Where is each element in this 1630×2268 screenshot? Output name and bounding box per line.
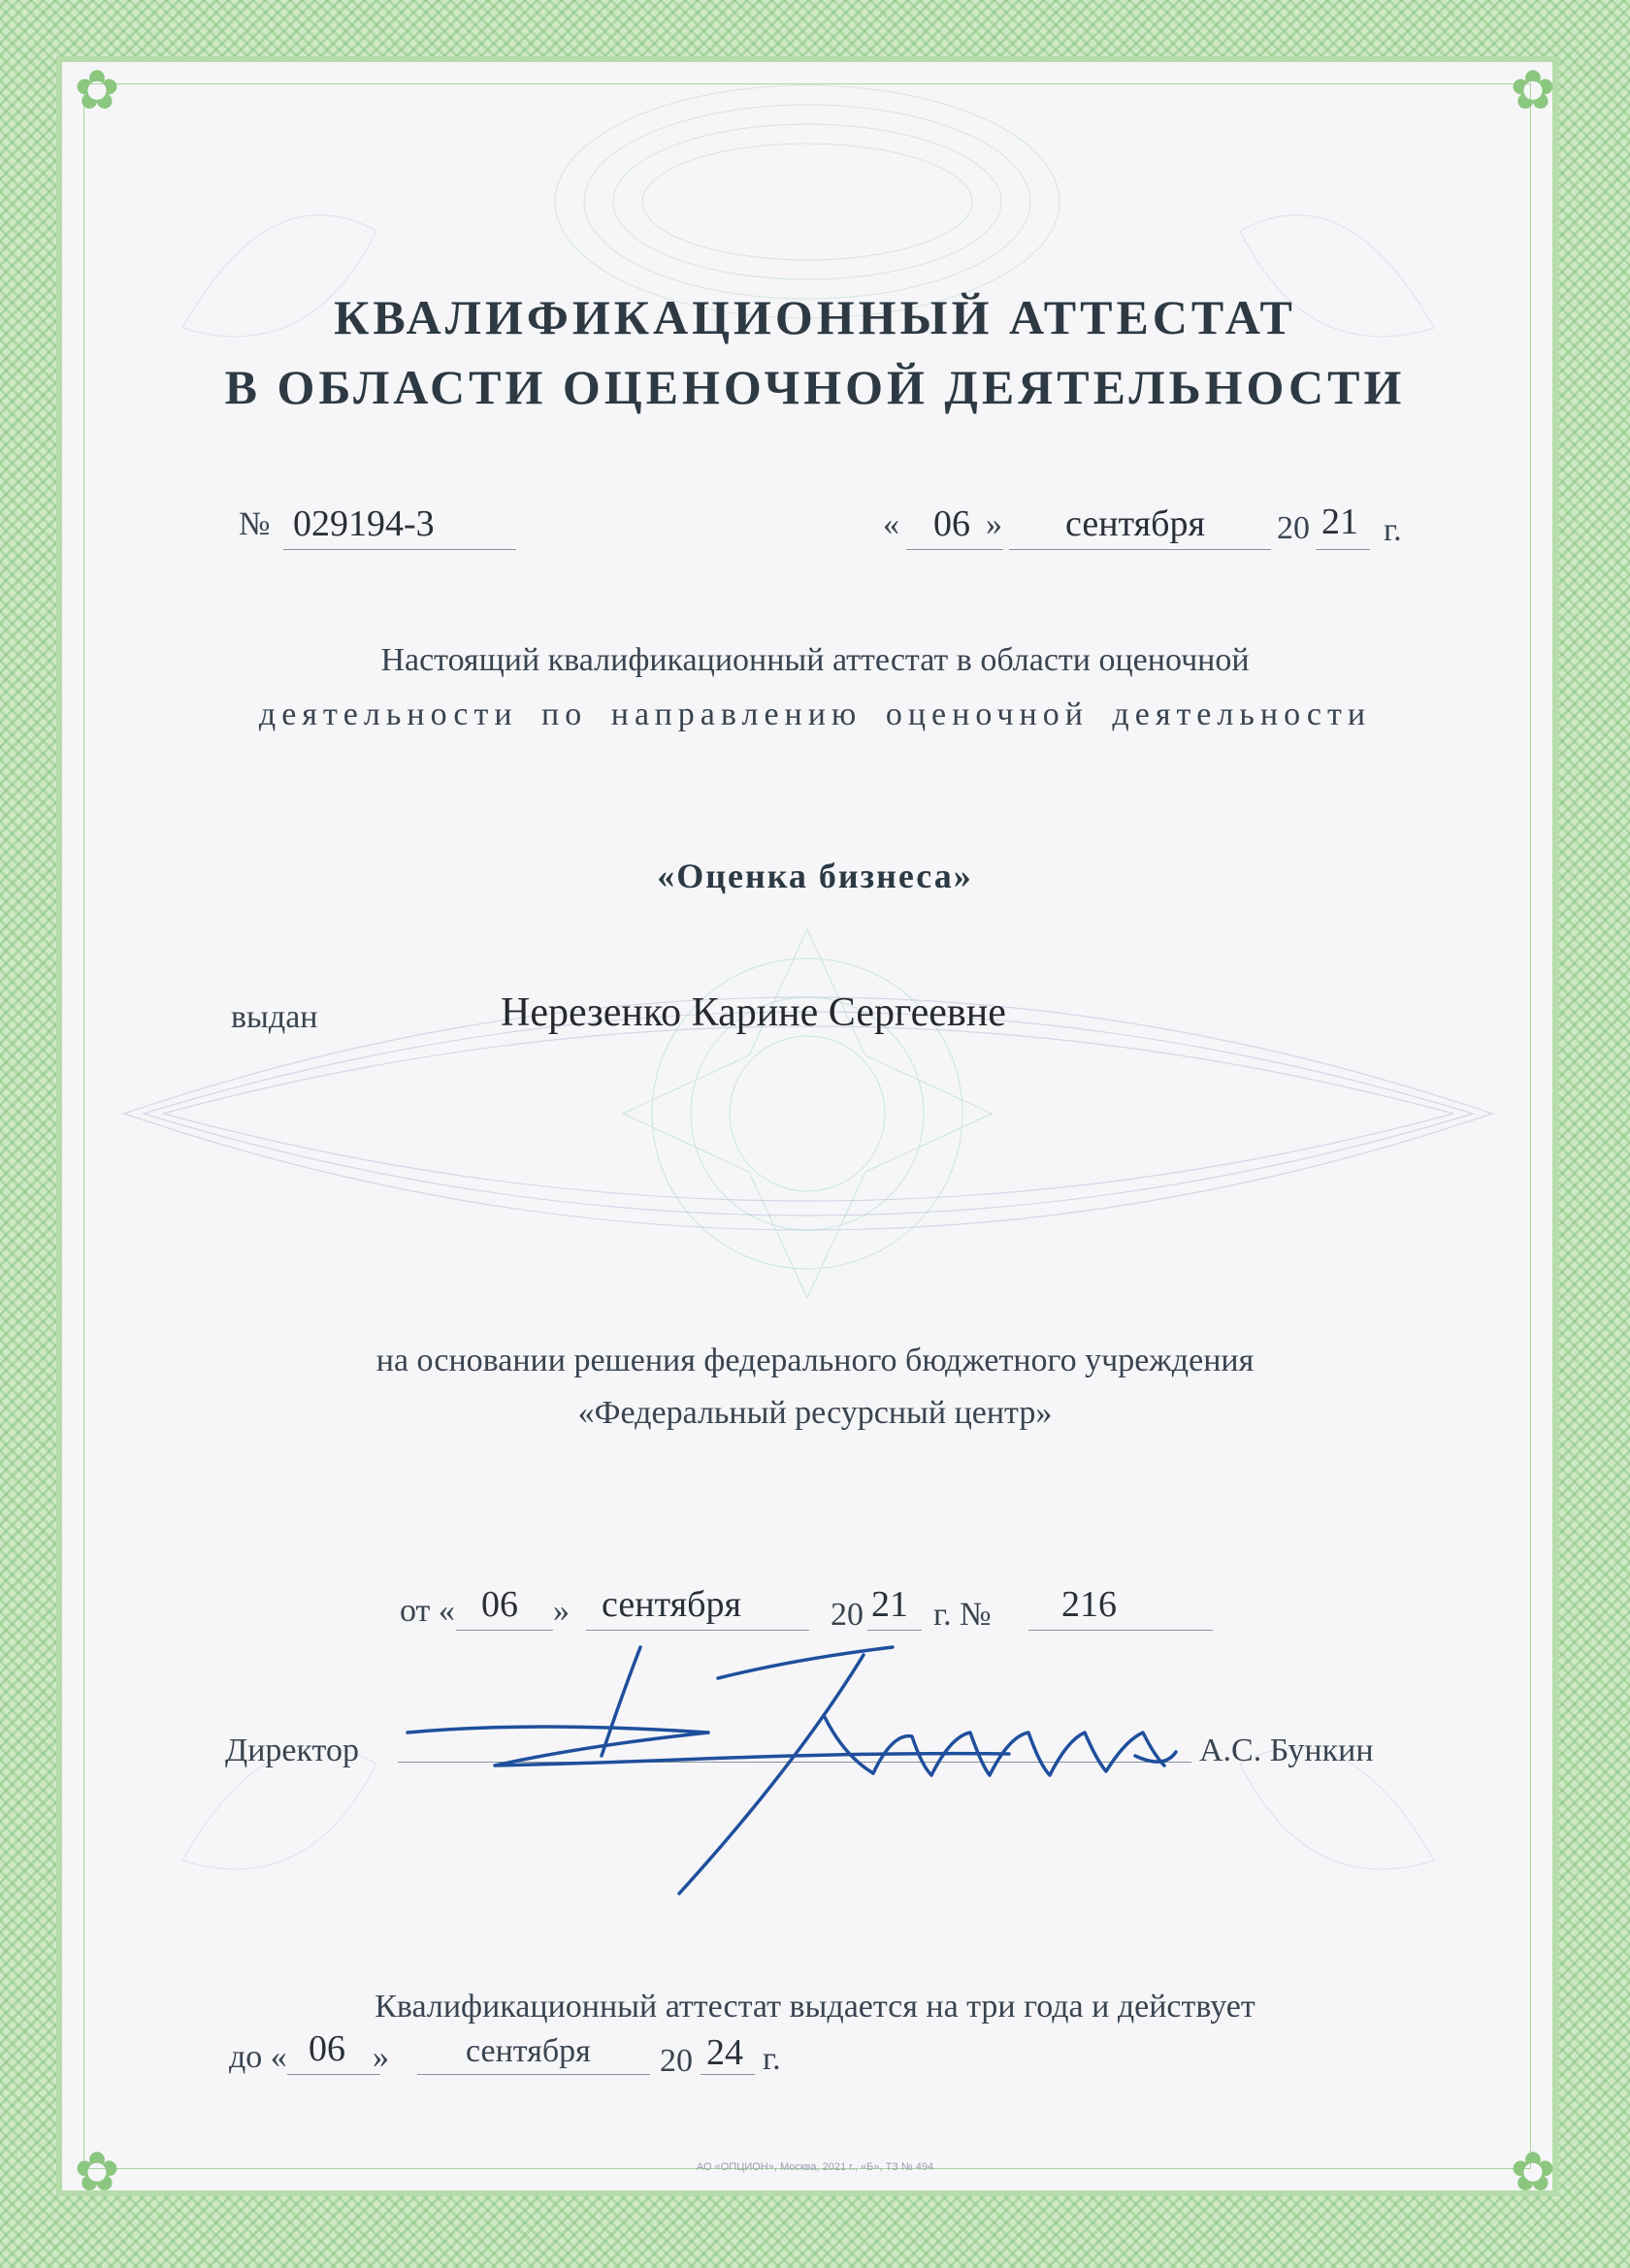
holder-name: Нерезенко Карине Сергеевне: [501, 990, 1006, 1035]
intro-line-1: Настоящий квалификационный аттестат в области оценочной: [380, 642, 1250, 678]
issue-date-year-underline: [1316, 549, 1370, 550]
valid-until-day: 06: [309, 2028, 345, 2069]
printer-imprint: АО «ОПЦИОН», Москва, 2021 г., «Б», ТЗ № 494: [696, 2161, 934, 2173]
issue-date-year-unit: г.: [1384, 512, 1402, 548]
number-underline: [283, 549, 516, 550]
valid-until-close-quote: »: [373, 2039, 389, 2075]
issue-date-year-prefix: 20: [1277, 510, 1310, 546]
decision-month-underline: [586, 1630, 809, 1631]
decision-month: сентября: [602, 1584, 741, 1625]
decision-day-underline: [456, 1630, 553, 1631]
decision-year-underline: [867, 1630, 922, 1631]
validity-line: Квалификационный аттестат выдается на три года и действует: [375, 1989, 1255, 2025]
issue-date-day: 06: [933, 503, 970, 544]
issue-date-month-underline: [1009, 549, 1271, 550]
decision-year-prefix: 20: [831, 1597, 864, 1633]
issue-date-day-underline: [906, 549, 1003, 550]
title-line-2: В ОБЛАСТИ ОЦЕНОЧНОЙ ДЕЯТЕЛЬНОСТИ: [224, 360, 1406, 414]
issued-label: выдан: [231, 999, 318, 1035]
corner-ornament-bottom-left-icon: ✿: [74, 2143, 120, 2203]
title-line-1: КВАЛИФИКАЦИОННЫЙ АТТЕСТАТ: [334, 290, 1296, 344]
issue-date-month: сентября: [1065, 503, 1205, 544]
valid-until-year-underline: [701, 2074, 755, 2075]
issue-date-open-quote: «: [883, 506, 899, 542]
valid-until-label: до «: [229, 2039, 287, 2075]
valid-until-year-prefix: 20: [660, 2043, 693, 2079]
basis-line-2: «Федеральный ресурсный центр»: [577, 1395, 1053, 1431]
corner-ornament-bottom-right-icon: ✿: [1510, 2143, 1556, 2203]
certificate-number: 029194-3: [293, 503, 435, 544]
decision-day: 06: [481, 1584, 518, 1625]
issue-date-year-suffix: 21: [1321, 502, 1358, 542]
decision-number-underline: [1028, 1630, 1213, 1631]
number-label: №: [239, 506, 271, 542]
director-name: А.С. Бункин: [1199, 1733, 1374, 1768]
decision-from-label: от «: [400, 1593, 455, 1629]
valid-until-year-suffix: 24: [706, 2032, 743, 2073]
issue-date-close-quote: »: [986, 506, 1002, 542]
basis-line-1: на основании решения федерального бюджетного учреждения: [375, 1343, 1255, 1378]
decision-year-unit: г. №: [933, 1597, 992, 1633]
decision-number: 216: [1061, 1584, 1117, 1625]
corner-ornament-top-right-icon: ✿: [1510, 61, 1556, 121]
decision-year-suffix: 21: [871, 1584, 908, 1625]
valid-until-month-underline: [417, 2074, 650, 2075]
valid-until-month: сентября: [466, 2033, 591, 2069]
decision-close-quote: »: [553, 1593, 570, 1629]
director-label: Директор: [225, 1733, 359, 1768]
valid-until-day-underline: [287, 2074, 380, 2075]
corner-ornament-top-left-icon: ✿: [74, 61, 120, 121]
intro-line-2: деятельности по направлению оценочной деятельности: [258, 697, 1372, 732]
valid-until-year-unit: г.: [763, 2041, 781, 2077]
assessment-direction: «Оценка бизнеса»: [657, 857, 973, 895]
director-signature: [388, 1639, 1222, 1911]
